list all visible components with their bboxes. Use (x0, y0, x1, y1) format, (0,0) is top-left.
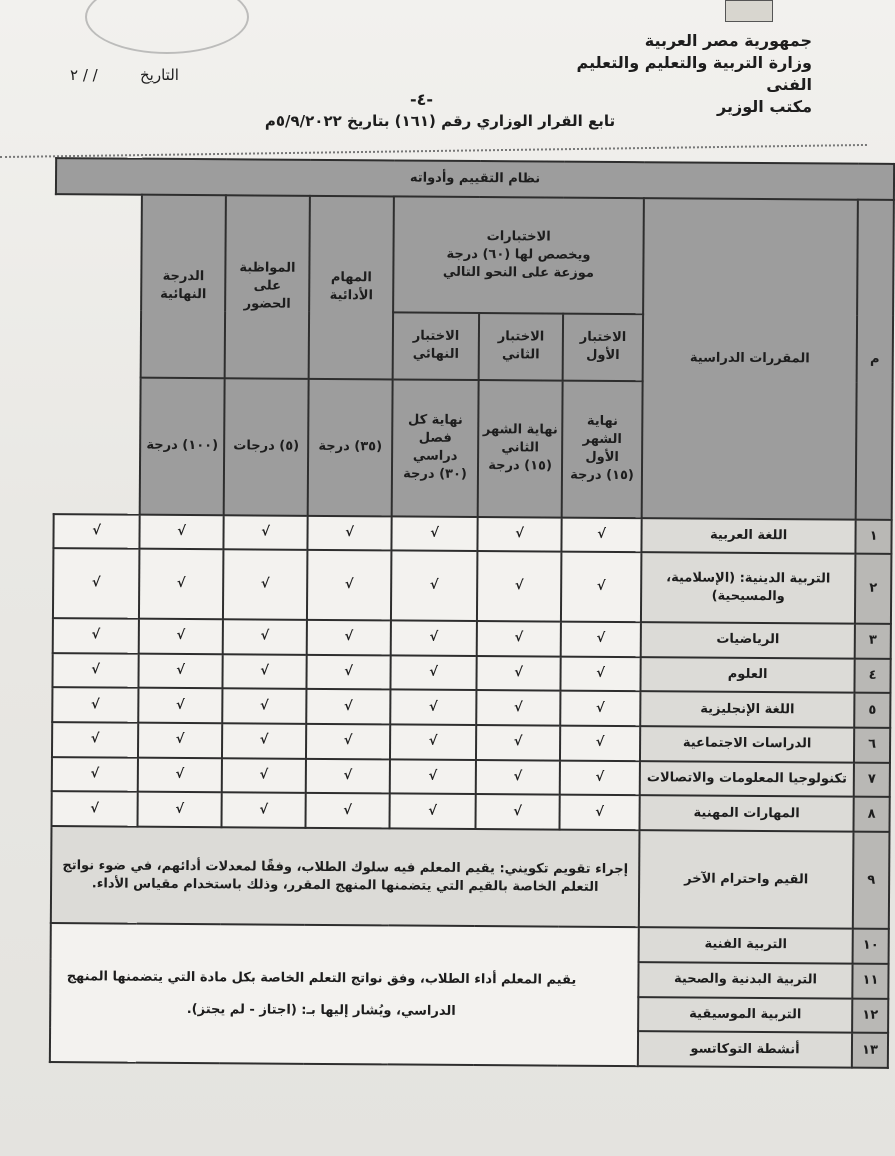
check-mark: √ (52, 687, 138, 722)
check-mark: √ (223, 654, 307, 689)
table-row (51, 923, 889, 964)
check-mark: √ (560, 726, 640, 761)
ministry-name: وزارة التربية والتعليم والتعليم الفنى (576, 53, 812, 94)
check-mark: √ (53, 514, 139, 549)
check-mark: √ (307, 550, 391, 620)
subject-name: الدراسات الاجتماعية (640, 726, 854, 762)
subject-name: المهارات المهنية (640, 796, 854, 832)
check-mark: √ (306, 689, 390, 724)
exam2-detail (478, 380, 563, 517)
col-final-header: الدرجة النهائية (141, 194, 226, 378)
page-number: -٤- (410, 90, 434, 109)
exam2-score: (١٥) درجة (488, 458, 553, 474)
check-mark: √ (476, 725, 560, 760)
dotted-separator (0, 144, 867, 158)
row-number: ٩ (853, 832, 890, 929)
check-mark: √ (306, 724, 390, 759)
check-mark: √ (391, 516, 477, 551)
subject-name: أنشطة التوكاتسو (638, 1031, 852, 1067)
check-mark: √ (307, 654, 391, 689)
subject-name: التربية الفنية (639, 927, 853, 963)
check-mark: √ (53, 548, 140, 618)
table-row (52, 653, 890, 694)
subject-name: القيم واحترام الآخر (639, 830, 854, 928)
exam3-detail (392, 379, 479, 516)
check-mark: √ (222, 758, 306, 793)
check-mark: √ (223, 550, 307, 620)
ministry-logo (725, 0, 773, 22)
col-subjects-header: المقررات الدراسية (642, 198, 858, 519)
check-mark: √ (477, 621, 561, 656)
check-mark: √ (307, 516, 391, 551)
check-mark: √ (560, 795, 640, 830)
table-row (52, 792, 890, 833)
row-number: ٦ (854, 728, 890, 763)
check-mark: √ (391, 620, 477, 655)
check-mark: √ (306, 759, 390, 794)
check-mark: √ (561, 517, 641, 552)
check-mark: √ (390, 724, 476, 759)
check-mark: √ (307, 620, 391, 655)
subject-name: العلوم (641, 657, 855, 693)
check-mark: √ (391, 655, 477, 690)
check-mark: √ (52, 757, 138, 792)
check-mark: √ (391, 551, 477, 621)
attendance-score: (٥) درجات (224, 378, 309, 515)
check-mark: √ (390, 759, 476, 794)
table-row (52, 687, 890, 728)
check-mark: √ (476, 760, 560, 795)
check-mark: √ (477, 551, 561, 621)
subject-name: تكنولوجيا المعلومات والاتصالات (640, 761, 854, 797)
check-mark: √ (561, 552, 641, 622)
exam3-desc: نهاية كل فصل دراسي (407, 412, 463, 465)
check-mark: √ (140, 514, 224, 549)
exam1-header: الاختبار الأول (563, 313, 643, 381)
check-mark: √ (390, 794, 476, 829)
col-exams-header (393, 196, 644, 313)
exam3-score: (٣٠) درجة (403, 466, 467, 483)
exams-title: الاختبارات (486, 228, 551, 245)
check-mark: √ (222, 793, 306, 828)
subject-name: اللغة الإنجليزية (640, 691, 854, 727)
subject-name: التربية الدينية: (الإسلامية، والمسيحية) (641, 553, 855, 624)
check-mark: √ (390, 690, 476, 725)
check-mark: √ (223, 515, 307, 550)
date-label: التاريخ (140, 66, 179, 84)
check-mark: √ (477, 656, 561, 691)
final-score: (١٠٠) درجة (140, 378, 225, 515)
row-number: ٣ (855, 624, 891, 659)
decree-reference: تابع القرار الوزاري رقم (١٦١) بتاريخ ٥/٩/٢٠٢٢م (264, 112, 616, 130)
col-tasks-header: المهام الأدائية (309, 196, 394, 380)
assessment-table (49, 157, 895, 1069)
exam1-detail (562, 380, 643, 517)
row-number: ٤ (855, 658, 891, 693)
row-number: ١ (855, 519, 891, 554)
row-number: ١٠ (853, 929, 889, 964)
exams-subtitle-1: ويخصص لها (٦٠) درجة (446, 246, 591, 263)
col-index-header: م (856, 199, 894, 519)
pass-fail-note: يقيم المعلم أداء الطلاب، وفق نواتج التعلم الخاصة بكل مادة التي يتضمنها المنهج الدراسي، ويُشار إليها بـ: (اجتاز - لم يجتز). (50, 923, 639, 1066)
check-mark: √ (561, 621, 641, 656)
check-mark: √ (139, 653, 223, 688)
col-attendance-header: المواظبة على الحضور (225, 195, 310, 379)
date-value: / / ٢ (70, 66, 98, 84)
exam2-header: الاختبار الثاني (479, 313, 563, 381)
row-number: ٢ (855, 554, 891, 624)
row-number: ١١ (852, 963, 888, 998)
check-mark: √ (561, 656, 641, 691)
check-mark: √ (138, 757, 222, 792)
check-mark: √ (222, 689, 306, 724)
values-assessment-note: إجراء تقويم تكويني: يقيم المعلم فيه سلوك الطلاب، وفقًا لمعدلات أدائهم، في ضوء نواتج التعلم الخاصة بالقيم التي يتضمنها المنهج المقرر، وذلك باستخدام مقياس الأداء. (51, 826, 640, 927)
check-mark: √ (52, 722, 138, 757)
check-mark: √ (53, 618, 139, 653)
row-number: ١٣ (852, 1033, 888, 1068)
subject-name: التربية البدنية والصحية (638, 962, 852, 998)
exam1-desc: نهاية الشهر الأول (582, 414, 622, 466)
row-number: ٧ (854, 762, 890, 797)
check-mark: √ (560, 691, 640, 726)
exam3-header: الاختبار النهائي (393, 312, 479, 380)
row-number: ٥ (854, 693, 890, 728)
table-row (52, 722, 890, 763)
check-mark: √ (52, 792, 138, 827)
tasks-score: (٣٥) درجة (308, 379, 393, 516)
table-row (52, 757, 890, 798)
row-number: ١٢ (852, 998, 888, 1033)
check-mark: √ (138, 792, 222, 827)
check-mark: √ (223, 619, 307, 654)
exams-subtitle-2: موزعة على النحو التالي (442, 264, 595, 281)
row-number: ٨ (854, 797, 890, 832)
check-mark: √ (138, 723, 222, 758)
check-mark: √ (560, 760, 640, 795)
table-row (53, 548, 892, 623)
check-mark: √ (477, 517, 561, 552)
table-title: نظام التقييم وأدواته (56, 158, 894, 200)
check-mark: √ (138, 688, 222, 723)
check-mark: √ (139, 619, 223, 654)
table-row (53, 618, 891, 659)
check-mark: √ (222, 723, 306, 758)
ministry-header (542, 30, 812, 118)
country-name: جمهورية مصر العربية (644, 31, 812, 50)
check-mark: √ (52, 653, 138, 688)
official-stamp (85, 0, 249, 54)
subject-name: الرياضيات (641, 622, 855, 658)
exam2-desc: نهاية الشهر الثاني (482, 422, 558, 456)
exam1-score: (١٥) درجة (570, 467, 634, 484)
check-mark: √ (476, 794, 560, 829)
check-mark: √ (306, 793, 390, 828)
table-row (53, 514, 891, 555)
office-name: مكتب الوزير (717, 97, 812, 116)
check-mark: √ (139, 549, 223, 619)
subject-name: التربية الموسيقية (638, 997, 852, 1033)
subject-name: اللغة العربية (641, 518, 855, 554)
check-mark: √ (476, 690, 560, 725)
